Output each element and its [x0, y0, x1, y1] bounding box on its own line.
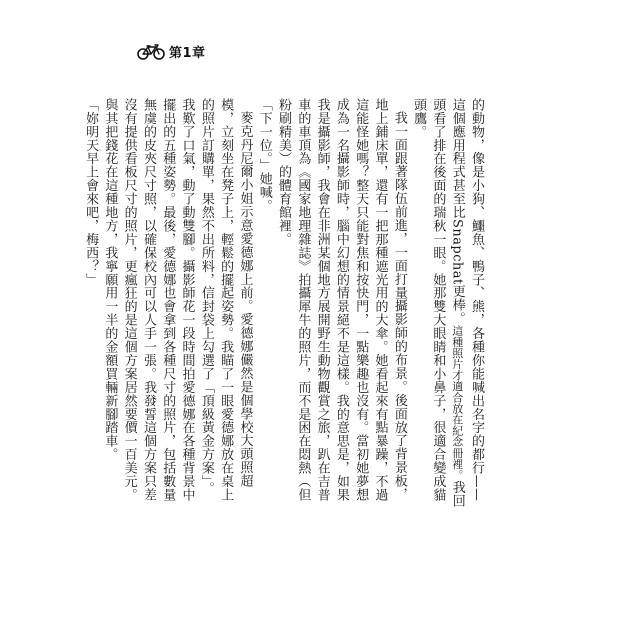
paragraph — [254, 98, 273, 508]
chapter-label: 第1章 — [169, 46, 206, 61]
page-header — [137, 42, 206, 61]
text-run: 的動物，像是小狗、鱷魚、鴨子、熊，各種你能喊出名字的都行——這個應用程式甚至比Snapchat更棒。 — [449, 98, 484, 502]
text-run: 我一面跟著隊伍前進，一面打量攝影師的布景。後面放了背景板，地上鋪床單，還有一把那種遮光用的大傘。她看起來有點暴躁，不過這能怪她嗎？整天只能對焦和按快門，一點樂趣也沒有。當初她夢想成為一名攝影師時，腦中幻想的情景絕不是這樣。我的意思是，如果我是攝影師，我會在非洲某個地方展開野生動物觀賞之旅，趴在吉普車的車頂為《國家地理雜誌》拍攝犀牛的照片，而不是困在悶熱（但粉刷精美）的體育館裡。 — [276, 98, 407, 502]
text-run: 我回頭看了排在後面的瑞秋一眼。她那雙大眼睛和小鼻子，很適合變成貓頭鷹。 — [411, 98, 465, 508]
paragraph — [100, 98, 254, 508]
text-run: 「妳明天早上會來吧，梅西？」 — [83, 98, 99, 287]
text-run: 麥克丹尼爾小姐示意愛德娜上前。愛德娜儼然是個學校大頭照超模，立刻坐在凳子上，輕鬆的擺起姿勢。我瞄了一眼愛德娜放在桌上的照片訂購單，果然不出所料，信封袋上勾選了「頂級黃金方案」。我歎了口氣，動了動雙腳。攝影師花一段時間拍愛德娜在各種背景中擺出的五種姿勢。最後，愛德娜也會拿到各種尺寸的照片，包括數量無虞的皮夾尺寸照，以確保校內可以人手一張。我發誓這個方案只差沒有提供看板尺寸的照片，更瘋狂的是這個方案居然要價一百美元。與其把錢花在這種地方，我寧願用一半的金額買輛新腳踏車。 — [102, 98, 253, 502]
text-run: 「下一位。」她喊。 — [256, 98, 272, 213]
body-text — [83, 98, 486, 508]
paragraph — [409, 98, 486, 508]
paragraph — [274, 98, 409, 508]
bicycle-icon — [137, 44, 165, 60]
text-run-small: 這種照片才適合放在紀念冊裡。 — [450, 324, 464, 481]
paragraph — [81, 98, 100, 508]
